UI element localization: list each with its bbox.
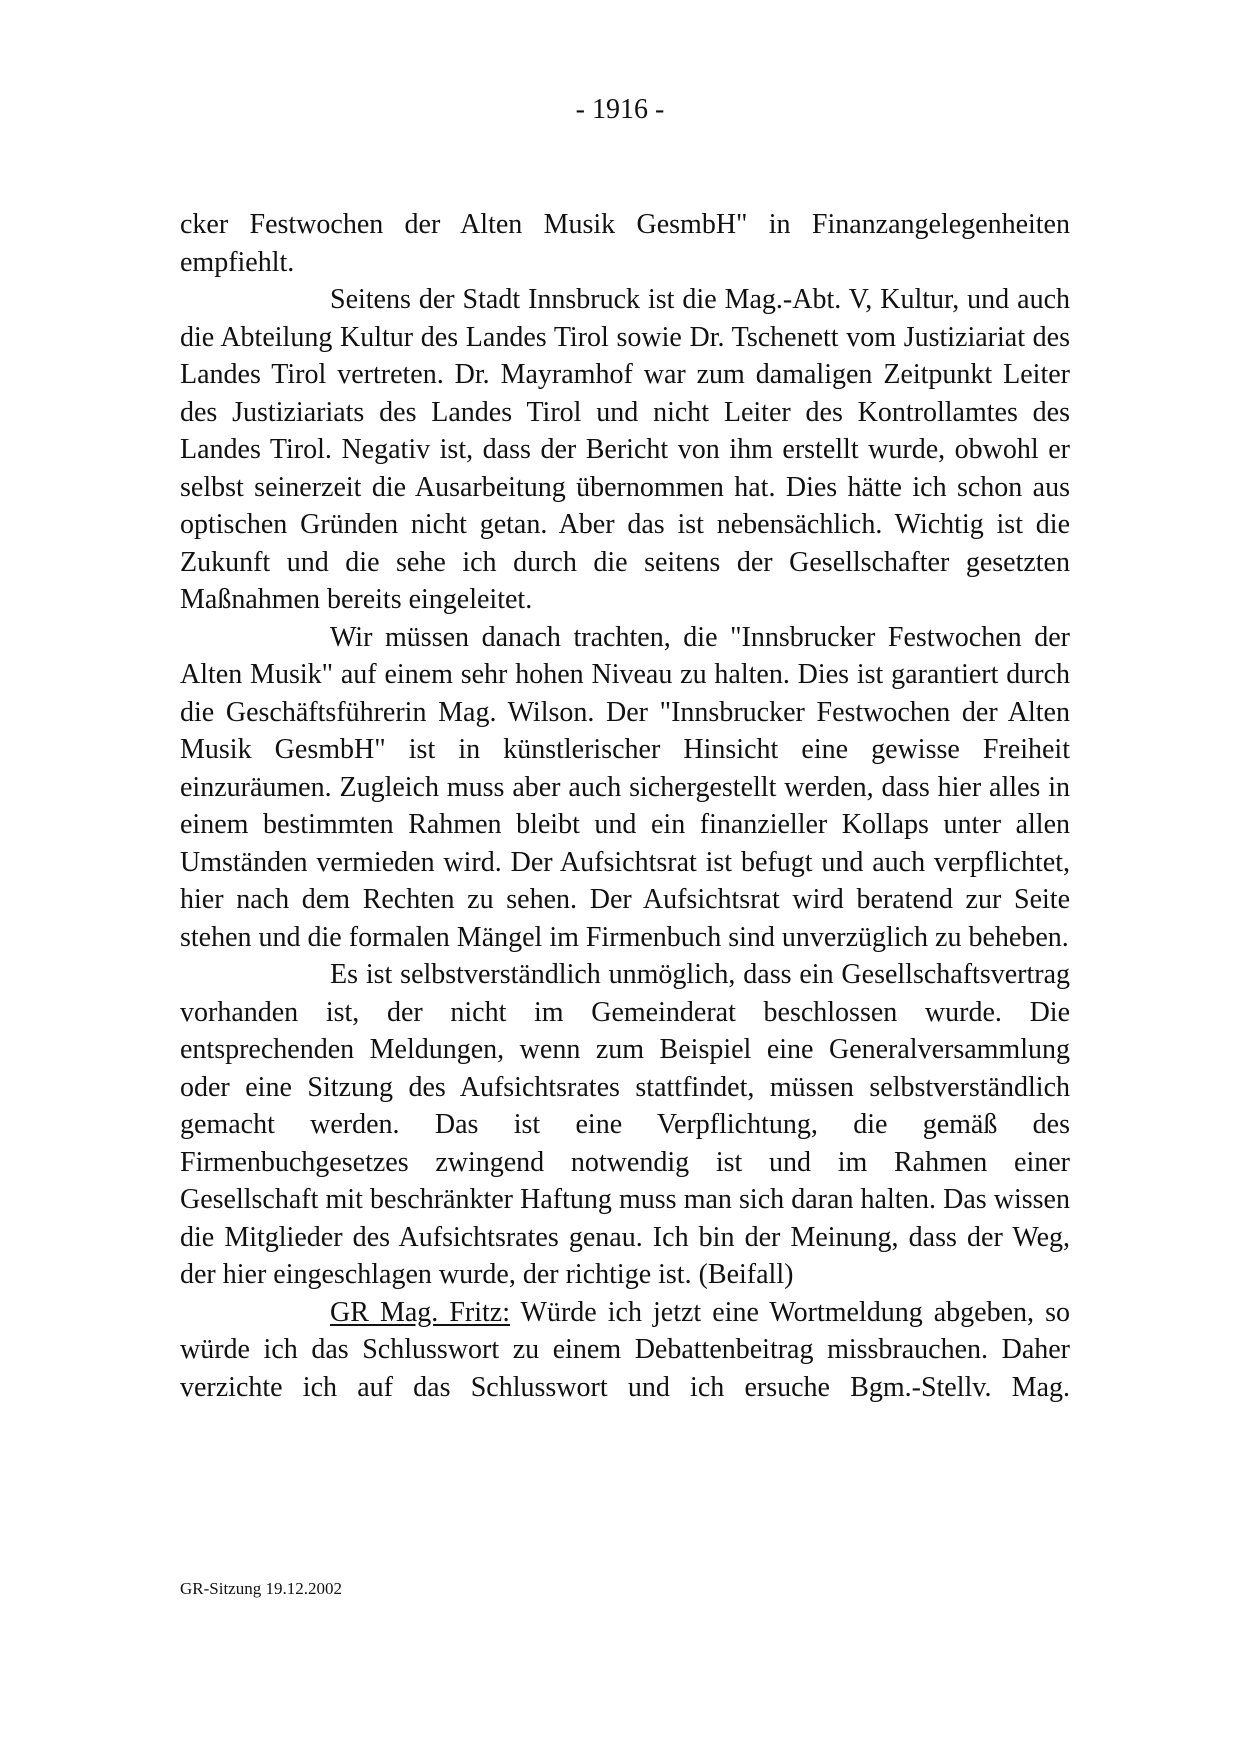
footer-session-label: GR-Sitzung 19.12.2002 (180, 1579, 342, 1598)
document-body (180, 206, 1070, 1406)
paragraph-representation: Seitens der Stadt Innsbruck ist die Mag.-Abt. V, Kultur, und auch die Abteilung Kultur des Landes Tirol sowie Dr. Tschenett vom Justiziariat des Landes Tirol vertreten. Dr. Mayramhof war zum damaligen Zeitpunkt Leiter des Justiziariats des Landes Tirol und nicht Leiter des Kontrollamtes des Landes Tirol. Negativ ist, dass der Bericht von ihm erstellt wurde, obwohl er selbst seinerzeit die Ausarbeitung übernommen hat. Dies hätte ich schon aus optischen Gründen nicht getan. Aber das ist nebensächlich. Wichtig ist die Zukunft und die sehe ich durch die seitens der Gesellschafter gesetzten Maßnahmen bereits eingeleitet. (180, 284, 1070, 615)
page-number: - 1916 - (575, 94, 665, 125)
paragraph-company-contract: Es ist selbstverständlich unmöglich, dass ein Gesellschaftsvertrag vorhanden ist, der nicht im Gemeinderat beschlossen wurde. Die entsprechenden Meldungen, wenn zum Beispiel eine Generalversammlung oder eine Sitzung des Aufsichtsrates stattfindet, müssen selbstverständlich gemacht werden. Das ist eine Verpflichtung, die gemäß des Firmenbuchgesetzes zwingend notwendig ist und im Rahmen einer Gesellschaft mit beschränkter Haftung muss man sich daran halten. Das wissen die Mitglieder des Aufsichtsrates genau. Ich bin der Meinung, dass der Weg, der hier eingeschlagen wurde, der richtige ist. (Beifall) (180, 959, 1070, 1290)
speaker-statement-text: Würde ich jetzt eine Wortmeldung abgeben, so würde ich das Schlusswort zu einem Debattenbeitrag missbrauchen. Daher verzichte ich auf das Schlusswort und ich ersuche Bgm.-Stellv. Mag. (180, 1296, 1070, 1403)
paragraph-festival-level: Wir müssen danach trachten, die "Innsbrucker Festwochen der Alten Musik" auf einem sehr hohen Niveau zu halten. Dies ist garantiert durch die Geschäftsführerin Mag. Wilson. Der "Innsbrucker Festwochen der Alten Musik GesmbH" ist in künstlerischer Hinsicht eine gewisse Freiheit einzuräumen. Zugleich muss aber auch sichergestellt werden, dass hier alles in einem bestimmten Rahmen bleibt und ein finanzieller Kollaps unter allen Umständen vermieden wird. Der Aufsichtsrat ist befugt und auch verpflichtet, hier nach dem Rechten zu sehen. Der Aufsichtsrat wird beratend zur Seite stehen und die formalen Mängel im Firmenbuch sind unverzüglich zu beheben. (180, 621, 1070, 953)
paragraph-speaker-statement (180, 1294, 1070, 1407)
paragraph-continuation: cker Festwochen der Alten Musik GesmbH" in Finanzangelegenheiten empfiehlt. (180, 209, 1070, 278)
speaker-label: GR Mag. Fritz: (330, 1296, 510, 1328)
